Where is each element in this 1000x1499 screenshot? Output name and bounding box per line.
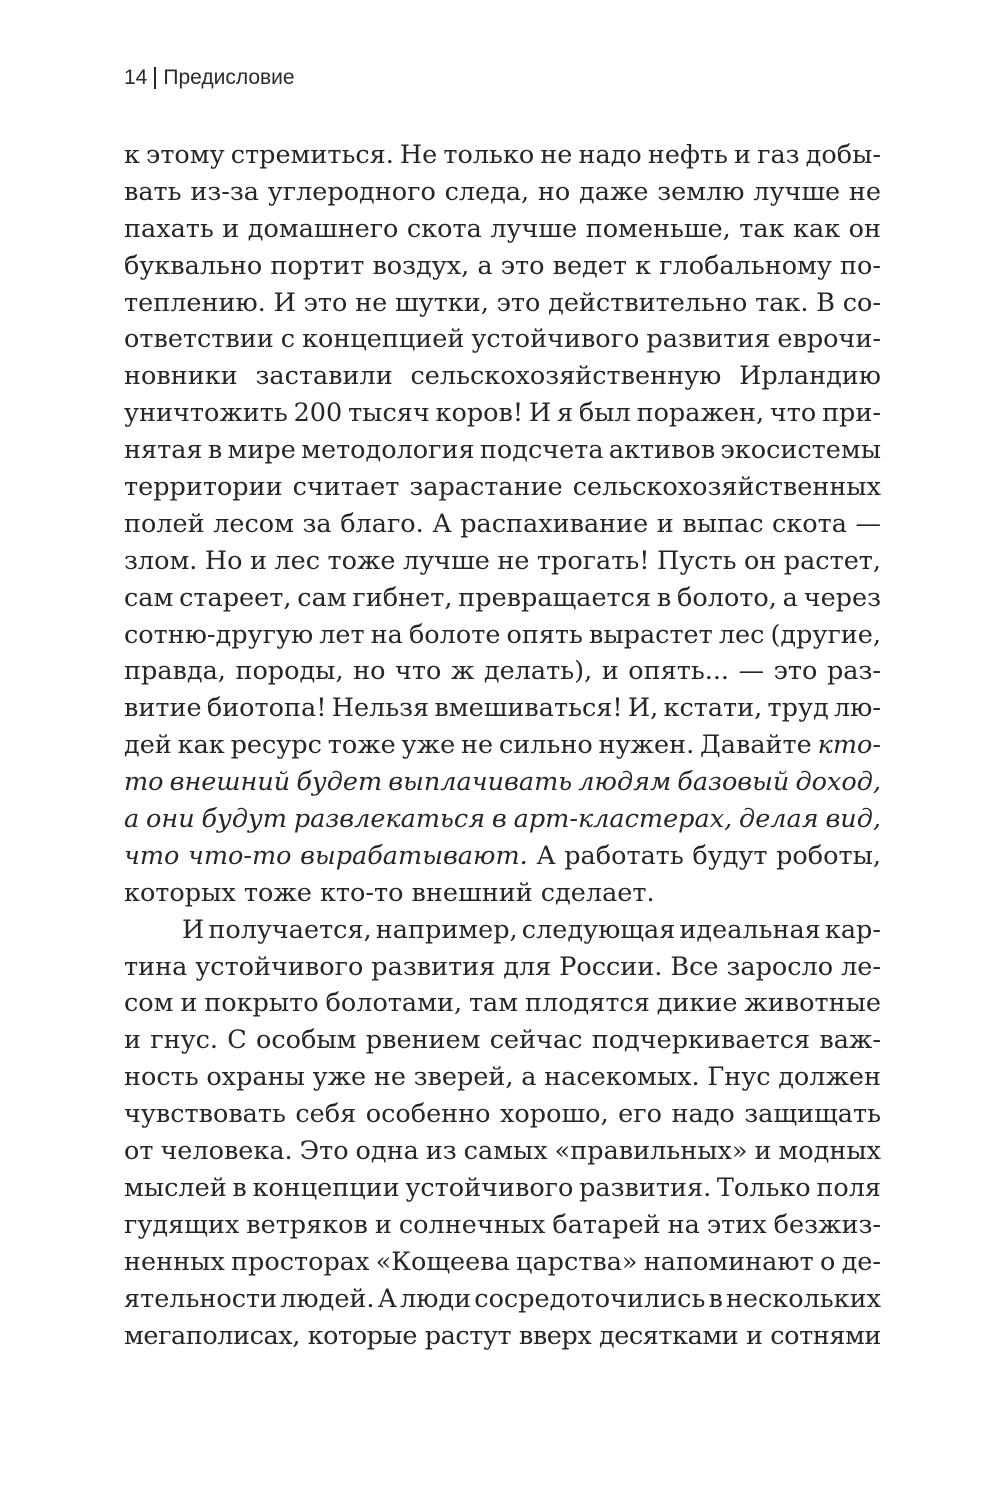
paragraph: [124, 137, 881, 912]
text-line: [124, 1096, 881, 1133]
text-run: буквально портит воздух, а это ведет к глобальному по-: [124, 250, 881, 281]
section-title: Предисловие: [163, 66, 295, 89]
text-line: [124, 395, 881, 432]
text-run: мыслей в концепции устойчивого развития. Только поля: [124, 1172, 881, 1203]
paragraph: [124, 912, 881, 1355]
italic-text-run: что что-то вырабатывают.: [124, 840, 528, 871]
text-line: [124, 543, 881, 580]
text-line: [124, 1244, 881, 1281]
text-line: [124, 985, 881, 1022]
text-line: [124, 580, 881, 617]
text-run: новники заставили сельскохозяйственную Ирландию: [124, 361, 881, 392]
text-line: [124, 617, 881, 654]
text-line: [124, 1281, 881, 1318]
text-line: [124, 1170, 881, 1207]
text-line: [124, 285, 881, 322]
text-run: пахать и домашнего скота лучше поменьше, так как он: [124, 213, 881, 244]
text-run: сотню-другую лет на болоте опять вырастет лес (другие,: [124, 619, 881, 650]
text-line: [124, 912, 881, 949]
running-header: [124, 66, 295, 90]
text-run: ятельности людей. А люди сосредоточились в нескольких: [124, 1283, 881, 1314]
italic-text-run: кто-: [817, 730, 881, 761]
text-run: правда, породы, но что ж делать), и опять... — это раз-: [124, 656, 881, 687]
text-run: нятая в мире методология подсчета активов экосистемы: [124, 435, 881, 466]
text-run: уничтожить 200 тысяч коров! И я был поражен, что при-: [124, 398, 881, 429]
text-run: ненных просторах «Кощеева царства» напоминают о де-: [124, 1246, 881, 1277]
text-line: [124, 1133, 881, 1170]
text-line: [124, 653, 881, 690]
text-run: от человека. Это одна из самых «правильных» и модных: [124, 1136, 881, 1167]
text-run: ответствии с концепцией устойчивого развития еврочи-: [124, 324, 881, 355]
text-run: гудящих ветряков и солнечных батарей на этих безжиз-: [124, 1209, 881, 1240]
text-run: сам стареет, сам гибнет, превращается в болото, а через: [124, 582, 881, 613]
text-line: [124, 321, 881, 358]
header-separator: [154, 67, 156, 89]
text-line: [124, 949, 881, 986]
text-run: теплению. И это не шутки, это действительно так. В со-: [124, 287, 881, 318]
text-run: мегаполисах, которые растут вверх десятками и сотнями: [124, 1320, 881, 1351]
text-line: [124, 838, 881, 875]
text-run: ность охраны уже не зверей, а насекомых. Гнус должен: [124, 1062, 881, 1093]
text-run: сом и покрыто болотами, там плодятся дикие животные: [124, 988, 881, 1019]
text-line: [124, 1207, 881, 1244]
text-line: [124, 801, 881, 838]
text-line: [124, 248, 881, 285]
text-line: [124, 174, 881, 211]
text-line: [124, 432, 881, 469]
text-run: вать из-за углеродного следа, но даже землю лучше не: [124, 176, 881, 207]
text-line: [124, 137, 881, 174]
text-line: [124, 358, 881, 395]
text-line: [124, 506, 881, 543]
text-line: [124, 690, 881, 727]
text-line: [124, 1318, 881, 1355]
page-number: 14: [124, 66, 148, 89]
text-run: тина устойчивого развития для России. Все заросло ле-: [124, 951, 881, 982]
text-run: витие биотопа! Нельзя вмешиваться! И, кстати, труд лю-: [124, 693, 881, 724]
text-line: [124, 875, 881, 912]
text-run: А работать будут роботы,: [527, 840, 881, 871]
text-line: [124, 764, 881, 801]
text-run: чувствовать себя особенно хорошо, его надо защищать: [124, 1099, 881, 1130]
text-run: злом. Но и лес тоже лучше не трогать! Пусть он растет,: [124, 545, 881, 576]
text-line: [124, 727, 881, 764]
italic-text-run: а они будут развлекаться в арт-кластерах, делая вид,: [124, 804, 881, 835]
text-line: [124, 1059, 881, 1096]
text-line: [124, 1022, 881, 1059]
body-text: [124, 137, 881, 1354]
text-run: И получается, например, следующая идеальная кар-: [182, 914, 881, 945]
text-run: дей как ресурс тоже уже не сильно нужен. Давайте: [124, 730, 818, 761]
text-line: [124, 469, 881, 506]
text-run: которых тоже кто-то внешний сделает.: [124, 877, 655, 908]
text-run: и гнус. С особым рвением сейчас подчеркивается важ-: [124, 1025, 881, 1056]
italic-text-run: то внешний будет выплачивать людям базовый доход,: [124, 767, 881, 798]
text-run: полей лесом за благо. А распахивание и выпас скота —: [124, 508, 881, 539]
text-line: [124, 211, 881, 248]
text-run: к этому стремиться. Не только не надо нефть и газ добы-: [124, 140, 881, 170]
text-run: территории считает зарастание сельскохозяйственных: [124, 472, 881, 503]
